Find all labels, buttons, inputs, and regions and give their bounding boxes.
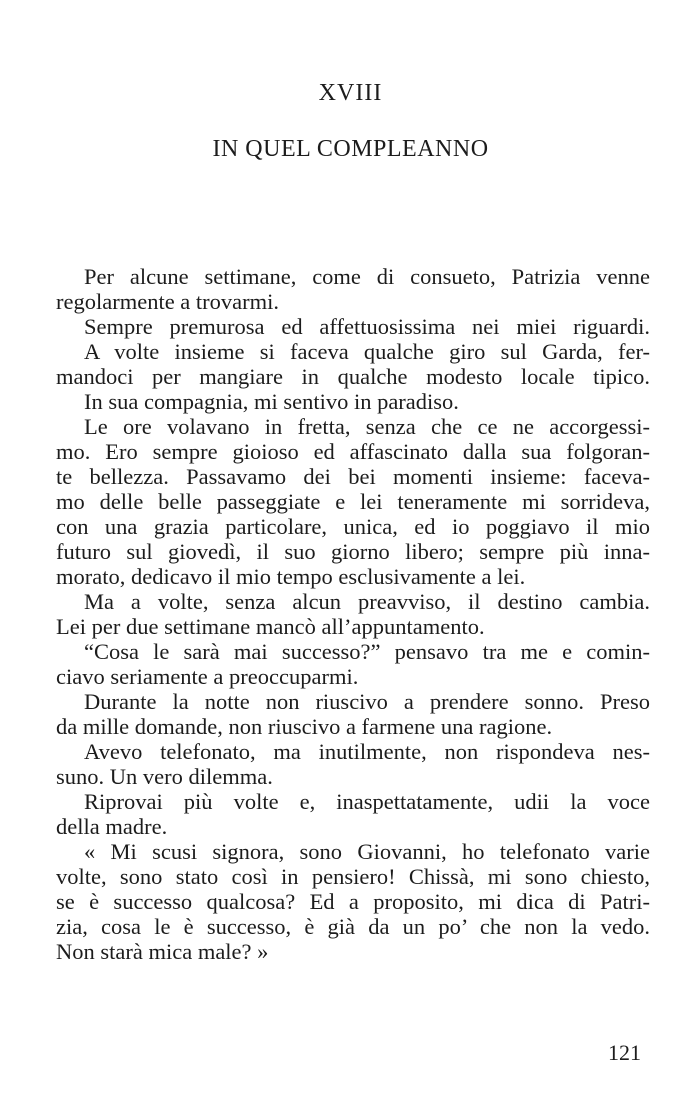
text-line: Ma a volte, senza alcun preavviso, il destino cambia. — [84, 589, 650, 614]
text-line: Sempre premurosa ed affettuosissima nei miei riguardi. — [84, 314, 650, 339]
text-line: mo. Ero sempre gioioso ed affascinato dalla sua folgoran- — [56, 439, 650, 464]
chapter-title: IN QUEL COMPLEANNO — [212, 136, 489, 162]
chapter-number: XVIII — [318, 80, 383, 106]
text-line: te bellezza. Passavamo dei bei momenti insieme: faceva- — [56, 464, 650, 489]
text-line: regolarmente a trovarmi. — [56, 289, 280, 314]
text-line: futuro sul giovedì, il suo giorno libero; sempre più inna- — [56, 539, 650, 564]
text-line: mo delle belle passeggiate e lei teneramente mi sorrideva, — [56, 489, 650, 514]
text-line: Le ore volavano in fretta, senza che ce ne accorgessi- — [84, 414, 650, 439]
text-line: Lei per due settimane mancò all’appuntamento. — [56, 614, 485, 639]
text-line: mandoci per mangiare in qualche modesto locale tipico. — [56, 364, 650, 389]
text-line: della madre. — [56, 814, 168, 839]
text-line: Non starà mica male? » — [56, 939, 269, 964]
text-line: zia, cosa le è successo, è già da un po’ che non la vedo. — [56, 914, 650, 939]
text-line: Per alcune settimane, come di consueto, Patrizia venne — [84, 264, 650, 289]
page-number: 121 — [608, 1040, 641, 1065]
text-line: Riprovai più volte e, inaspettatamente, udii la voce — [84, 789, 650, 814]
text-line: morato, dedicavo il mio tempo esclusivamente a lei. — [56, 564, 526, 589]
text-line: Avevo telefonato, ma inutilmente, non rispondeva nes- — [84, 739, 650, 764]
text-line: con una grazia particolare, unica, ed io poggiavo il mio — [56, 514, 650, 539]
text-line: suno. Un vero dilemma. — [56, 764, 273, 789]
text-line: volte, sono stato così in pensiero! Chissà, mi sono chiesto, — [56, 864, 650, 889]
text-line: se è successo qualcosa? Ed a proposito, mi dica di Patri- — [56, 889, 650, 914]
text-line: da mille domande, non riuscivo a farmene una ragione. — [56, 714, 553, 739]
text-line: “Cosa le sarà mai successo?” pensavo tra me e comin- — [84, 639, 650, 664]
text-line: « Mi scusi signora, sono Giovanni, ho telefonato varie — [84, 839, 650, 864]
text-line: In sua compagnia, mi sentivo in paradiso. — [84, 389, 459, 414]
text-line: A volte insieme si faceva qualche giro sul Garda, fer- — [84, 339, 650, 364]
body-text — [56, 264, 650, 964]
text-line: ciavo seriamente a preoccuparmi. — [56, 664, 359, 689]
text-line: Durante la notte non riuscivo a prendere sonno. Preso — [84, 689, 650, 714]
